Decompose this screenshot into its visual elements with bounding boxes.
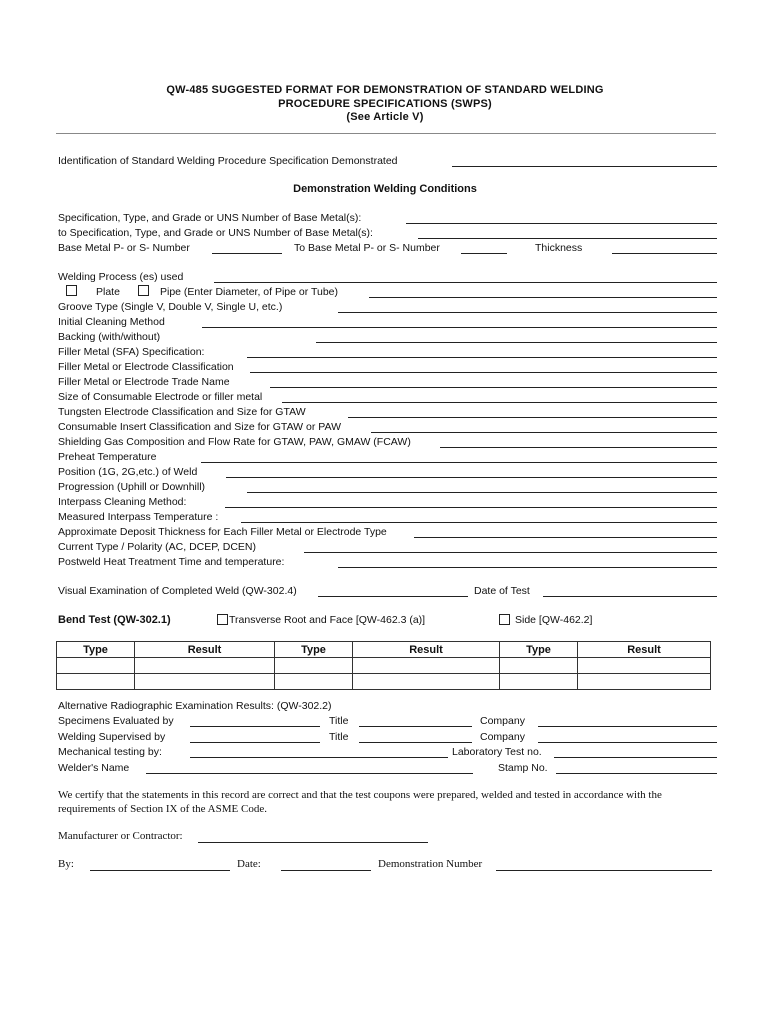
by-field[interactable] (90, 870, 230, 871)
column-header: Result (578, 642, 711, 658)
condition-label: Filler Metal (SFA) Specification: (58, 346, 205, 358)
base-metal-pnum-field[interactable] (212, 253, 282, 254)
table-cell[interactable] (353, 658, 500, 674)
welding-process-label: Welding Process (es) used (58, 271, 184, 283)
identification-field[interactable] (452, 166, 717, 167)
transverse-checkbox[interactable] (217, 614, 228, 625)
mechanical-label: Mechanical testing by: (58, 746, 162, 758)
table-row (57, 658, 711, 674)
title-label: Title (329, 715, 349, 727)
transverse-label: Transverse Root and Face [QW-462.3 (a)] (229, 614, 426, 626)
condition-field[interactable] (440, 447, 717, 448)
condition-label: Filler Metal or Electrode Trade Name (58, 376, 230, 388)
welding-process-field[interactable] (214, 282, 717, 283)
company-label: Company (480, 715, 525, 727)
condition-field[interactable] (282, 402, 717, 403)
condition-label: Filler Metal or Electrode Classification (58, 361, 234, 373)
table-cell[interactable] (500, 674, 578, 690)
title-line-2: PROCEDURE SPECIFICATIONS (SWPS) (278, 98, 492, 110)
demo-number-field[interactable] (496, 870, 712, 871)
condition-label: Interpass Cleaning Method: (58, 496, 187, 508)
condition-field[interactable] (338, 312, 717, 313)
to-base-metal-spec-label: to Specification, Type, and Grade or UNS Number of Base Metal(s): (58, 227, 373, 239)
stamp-field[interactable] (556, 773, 717, 774)
condition-field[interactable] (250, 372, 717, 373)
condition-label: Backing (with/without) (58, 331, 161, 343)
specimens-label: Specimens Evaluated by (58, 715, 174, 727)
condition-label: Size of Consumable Electrode or filler metal (58, 391, 263, 403)
condition-label: Tungsten Electrode Classification and Size for GTAW (58, 406, 306, 418)
date-of-test-field[interactable] (543, 596, 717, 597)
supervised-field[interactable] (190, 742, 320, 743)
date-of-test-label: Date of Test (474, 585, 530, 597)
condition-label: Current Type / Polarity (AC, DCEP, DCEN) (58, 541, 257, 553)
base-metal-spec-label: Specification, Type, and Grade or UNS Number of Base Metal(s): (58, 212, 362, 224)
side-checkbox[interactable] (499, 614, 510, 625)
table-cell[interactable] (57, 674, 135, 690)
condition-field[interactable] (202, 327, 717, 328)
column-header: Type (57, 642, 135, 658)
thickness-label: Thickness (535, 242, 583, 254)
to-base-metal-pnum-label: To Base Metal P- or S- Number (294, 242, 440, 254)
pipe-label: Pipe (Enter Diameter, of Pipe or Tube) (160, 286, 339, 298)
welder-name-field[interactable] (146, 773, 473, 774)
table-cell[interactable] (578, 658, 711, 674)
company-field-2[interactable] (538, 742, 717, 743)
manufacturer-label: Manufacturer or Contractor: (58, 830, 183, 842)
condition-field[interactable] (201, 462, 717, 463)
condition-label: Shielding Gas Composition and Flow Rate for GTAW, PAW, GMAW (FCAW) (58, 436, 411, 448)
section-title: Demonstration Welding Conditions (293, 183, 477, 195)
visual-exam-field[interactable] (318, 596, 468, 597)
table-cell[interactable] (135, 674, 275, 690)
condition-label: Position (1G, 2G,etc.) of Weld (58, 466, 198, 478)
condition-field[interactable] (247, 492, 717, 493)
condition-label: Progression (Uphill or Downhill) (58, 481, 206, 493)
title-field-2[interactable] (359, 742, 472, 743)
title-label-2: Title (329, 731, 349, 743)
date-label: Date: (237, 858, 261, 870)
condition-field[interactable] (226, 477, 717, 478)
title-line-1: QW-485 SUGGESTED FORMAT FOR DEMONSTRATION OF STANDARD WELDING (166, 84, 604, 96)
radiographic-label: Alternative Radiographic Examination Results: (QW-302.2) (58, 700, 332, 712)
condition-field[interactable] (304, 552, 717, 553)
table-header-row (57, 642, 711, 658)
table-cell[interactable] (353, 674, 500, 690)
condition-field[interactable] (241, 522, 717, 523)
demo-number-label: Demonstration Number (378, 858, 483, 870)
bend-test-label: Bend Test (QW-302.1) (58, 614, 171, 626)
condition-field[interactable] (247, 357, 717, 358)
table-cell[interactable] (275, 674, 353, 690)
condition-label: Consumable Insert Classification and Size for GTAW or PAW (58, 421, 342, 433)
table-cell[interactable] (500, 658, 578, 674)
condition-field[interactable] (225, 507, 717, 508)
condition-field[interactable] (316, 342, 717, 343)
table-row (57, 674, 711, 690)
thickness-field[interactable] (612, 253, 717, 254)
pipe-diameter-field[interactable] (369, 297, 717, 298)
certification-line-2: requirements of Section IX of the ASME Code. (58, 803, 267, 815)
visual-exam-label: Visual Examination of Completed Weld (QW-302.4) (58, 585, 297, 597)
to-base-metal-pnum-field[interactable] (461, 253, 507, 254)
table-cell[interactable] (57, 658, 135, 674)
condition-field[interactable] (338, 567, 717, 568)
condition-field[interactable] (348, 417, 717, 418)
table-cell[interactable] (135, 658, 275, 674)
column-header: Type (275, 642, 353, 658)
plate-checkbox[interactable] (66, 285, 77, 296)
title-field[interactable] (359, 726, 472, 727)
welder-name-label: Welder's Name (58, 762, 130, 774)
bend-test-results-table (56, 641, 711, 690)
lab-test-label: Laboratory Test no. (452, 746, 542, 758)
condition-label: Preheat Temperature (58, 451, 157, 463)
base-metal-spec-field[interactable] (406, 223, 717, 224)
table-cell[interactable] (578, 674, 711, 690)
column-header: Type (500, 642, 578, 658)
condition-field[interactable] (414, 537, 717, 538)
header-divider (56, 133, 716, 134)
lab-test-field[interactable] (554, 757, 717, 758)
manufacturer-field[interactable] (198, 842, 428, 843)
base-metal-pnum-label: Base Metal P- or S- Number (58, 242, 190, 254)
to-base-metal-spec-field[interactable] (418, 238, 717, 239)
condition-label: Initial Cleaning Method (58, 316, 165, 328)
company-field[interactable] (538, 726, 717, 727)
condition-label: Measured Interpass Temperature : (58, 511, 219, 523)
condition-label: Groove Type (Single V, Double V, Single U, etc.) (58, 301, 283, 313)
date-field[interactable] (281, 870, 371, 871)
table-cell[interactable] (275, 658, 353, 674)
certification-line-1: We certify that the statements in this record are correct and that the test coupons were prepared, welded and tested in accordance with the (58, 789, 662, 801)
condition-field[interactable] (270, 387, 717, 388)
side-label: Side [QW-462.2] (515, 614, 593, 626)
company-label-2: Company (480, 731, 525, 743)
condition-field[interactable] (371, 432, 717, 433)
plate-label: Plate (96, 286, 120, 298)
column-header: Result (135, 642, 275, 658)
mechanical-field[interactable] (190, 757, 448, 758)
supervised-label: Welding Supervised by (58, 731, 166, 743)
condition-label: Postweld Heat Treatment Time and temperature: (58, 556, 285, 568)
column-header: Result (353, 642, 500, 658)
by-label: By: (58, 858, 74, 870)
stamp-label: Stamp No. (498, 762, 548, 774)
pipe-checkbox[interactable] (138, 285, 149, 296)
identification-label: Identification of Standard Welding Procedure Specification Demonstrated (58, 155, 398, 167)
specimens-field[interactable] (190, 726, 320, 727)
condition-label: Approximate Deposit Thickness for Each Filler Metal or Electrode Type (58, 526, 387, 538)
title-line-3: (See Article V) (346, 111, 424, 123)
